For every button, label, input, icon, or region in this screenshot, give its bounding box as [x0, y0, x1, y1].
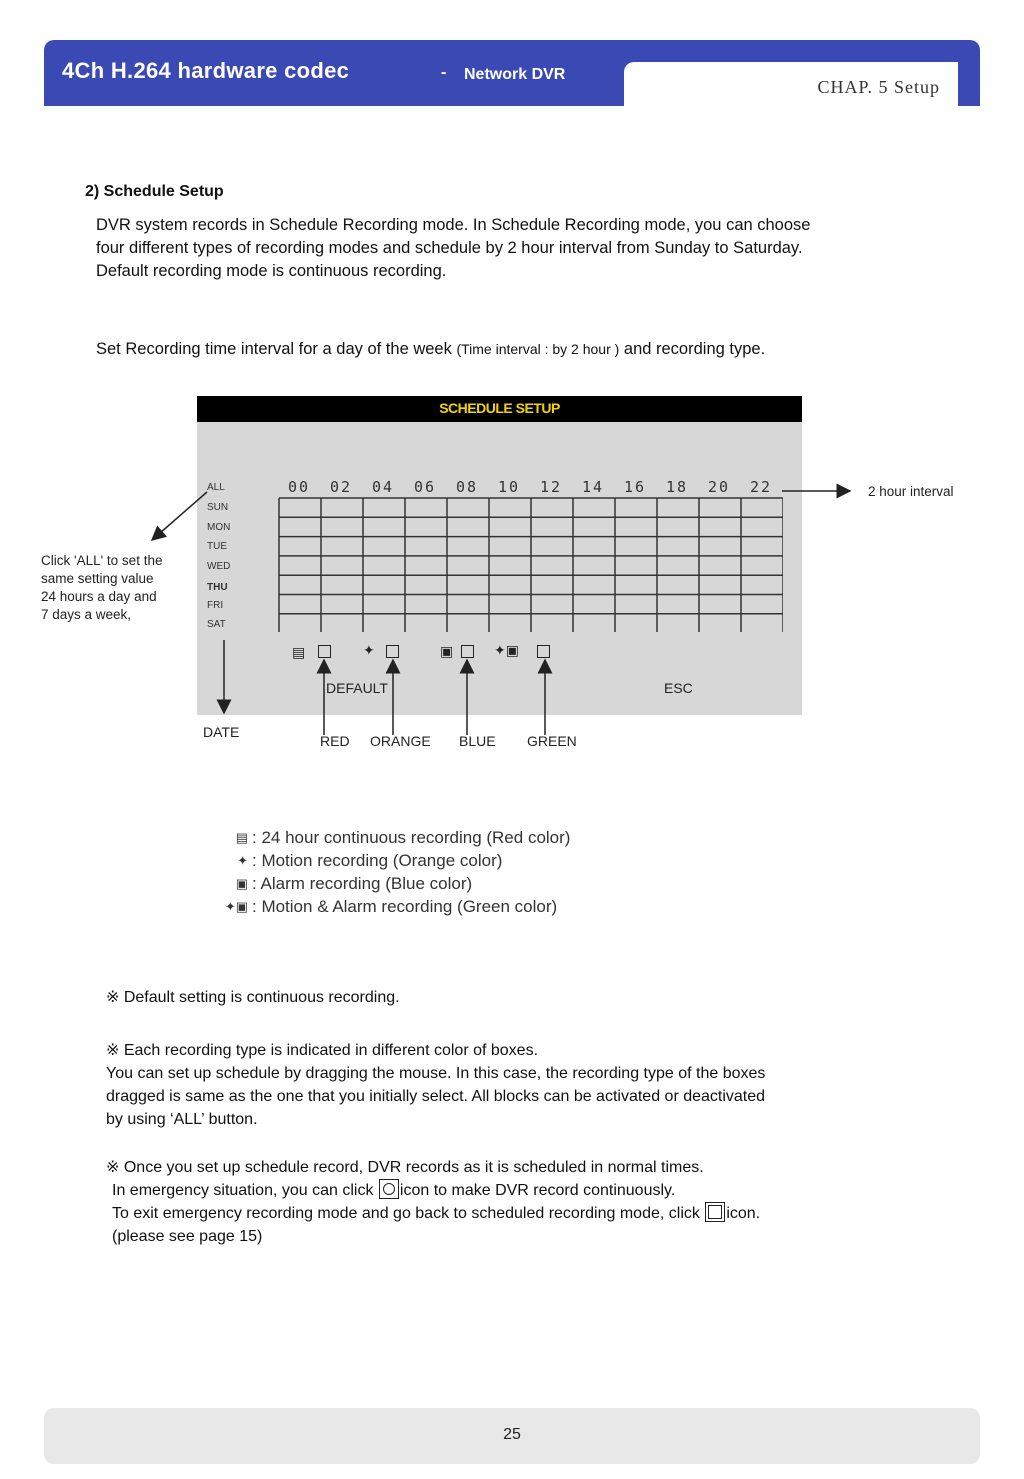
all-callout-line: Click 'ALL' to set the — [41, 553, 163, 568]
hour-label: 14 — [582, 478, 605, 496]
blue-label: BLUE — [459, 733, 496, 749]
chapter-label: CHAP. 5 Setup — [817, 77, 940, 97]
page-number: 25 — [503, 1426, 521, 1443]
note-line — [106, 1179, 906, 1202]
set-line-text-end: and recording type. — [619, 340, 766, 358]
day-button-tue[interactable]: TUE — [207, 541, 227, 552]
hour-label: 18 — [666, 478, 689, 496]
continuous-recording-icon: ▤ — [292, 644, 306, 660]
day-button-mon[interactable]: MON — [207, 522, 231, 533]
note-text: You can set up schedule by dragging the mouse. In this case, the recording type of the boxes — [106, 1065, 766, 1082]
day-button-wed[interactable]: WED — [207, 561, 231, 572]
all-callout — [41, 552, 162, 624]
hour-label: 16 — [624, 478, 647, 496]
note-text: dragged is same as the one that you initially select. All blocks can be activated or deactivated — [106, 1088, 766, 1105]
legend-text: : 24 hour continuous recording (Red color) — [252, 828, 571, 847]
emergency-record-icon — [379, 1179, 399, 1199]
legend-text: : Alarm recording (Blue color) — [252, 874, 473, 893]
all-callout-line: 7 days a week, — [41, 607, 132, 622]
note-record-types — [106, 1039, 906, 1131]
green-label: GREEN — [527, 733, 577, 749]
intro-line: four different types of recording modes and schedule by 2 hour interval from Sunday to Saturday. — [96, 239, 803, 257]
note-heading: ※ Once you set up schedule record, DVR records as it is scheduled in normal times. — [106, 1159, 704, 1176]
red-label: RED — [320, 733, 350, 749]
hour-label: 00 — [288, 478, 311, 496]
document-subtitle: Network DVR — [464, 66, 566, 83]
intro-line: Default recording mode is continuous recording. — [96, 262, 447, 280]
note-text: ※ Default setting is continuous recording. — [106, 989, 400, 1006]
hour-label: 12 — [540, 478, 563, 496]
motion-alarm-recording-icon: ✦▣ — [494, 642, 519, 658]
set-line-text: Set Recording time interval for a day of the week — [96, 340, 457, 358]
date-label: DATE — [203, 724, 240, 740]
motion-alarm-recording-icon: ✦▣ — [224, 899, 248, 914]
alarm-recording-icon: ▣ — [440, 643, 454, 659]
note-heading: ※ Each recording type is indicated in different color of boxes. — [106, 1042, 539, 1059]
note-default — [106, 986, 906, 1009]
note-text: (please see page 15) — [112, 1228, 263, 1245]
all-callout-line: 24 hours a day and — [41, 589, 157, 604]
day-button-sat[interactable]: SAT — [207, 619, 226, 630]
page-footer — [44, 1408, 980, 1464]
screen-title: SCHEDULE SETUP — [439, 400, 560, 416]
note-text: In emergency situation, you can click — [112, 1182, 378, 1199]
hour-label: 08 — [456, 478, 479, 496]
note-emergency — [106, 1156, 906, 1248]
document-title: 4Ch H.264 hardware codec — [62, 58, 350, 83]
stop-emergency-icon — [705, 1202, 725, 1222]
interval-callout: 2 hour interval — [868, 484, 954, 499]
note-text: To exit emergency recording mode and go back to scheduled recording mode, click — [112, 1205, 705, 1222]
intro-line: DVR system records in Schedule Recording mode. In Schedule Recording mode, you can choose — [96, 216, 811, 234]
orange-label: ORANGE — [370, 733, 431, 749]
note-line — [106, 1202, 906, 1225]
day-button-fri[interactable]: FRI — [207, 600, 224, 611]
day-button-thu[interactable]: THU — [207, 582, 228, 593]
motion-recording-icon: ✦ — [363, 642, 375, 658]
hour-label: 04 — [372, 478, 395, 496]
hour-label: 22 — [750, 478, 773, 496]
section-title: 2) Schedule Setup — [85, 183, 224, 200]
alarm-recording-icon: ▣ — [235, 876, 248, 891]
default-button[interactable]: DEFAULT — [326, 680, 388, 696]
hour-label: 06 — [414, 478, 437, 496]
note-text: by using ‘ALL’ button. — [106, 1111, 258, 1128]
note-text: icon. — [726, 1205, 761, 1222]
continuous-recording-icon: ▤ — [235, 830, 248, 845]
legend-text: : Motion & Alarm recording (Green color) — [252, 897, 558, 916]
title-separator: - — [441, 64, 447, 81]
esc-button[interactable]: ESC — [664, 680, 693, 696]
note-text: icon to make DVR record continuously. — [399, 1182, 676, 1199]
hour-label: 02 — [330, 478, 353, 496]
day-button-sun[interactable]: SUN — [207, 502, 229, 513]
motion-recording-icon: ✦ — [237, 853, 248, 868]
all-arrow — [152, 492, 207, 540]
all-callout-line: same setting value — [41, 571, 154, 586]
hour-label: 20 — [708, 478, 731, 496]
hour-label: 10 — [498, 478, 521, 496]
legend-text: : Motion recording (Orange color) — [252, 851, 503, 870]
day-button-all[interactable]: ALL — [207, 482, 225, 493]
set-line-interval: (Time interval : by 2 hour ) — [456, 341, 620, 357]
